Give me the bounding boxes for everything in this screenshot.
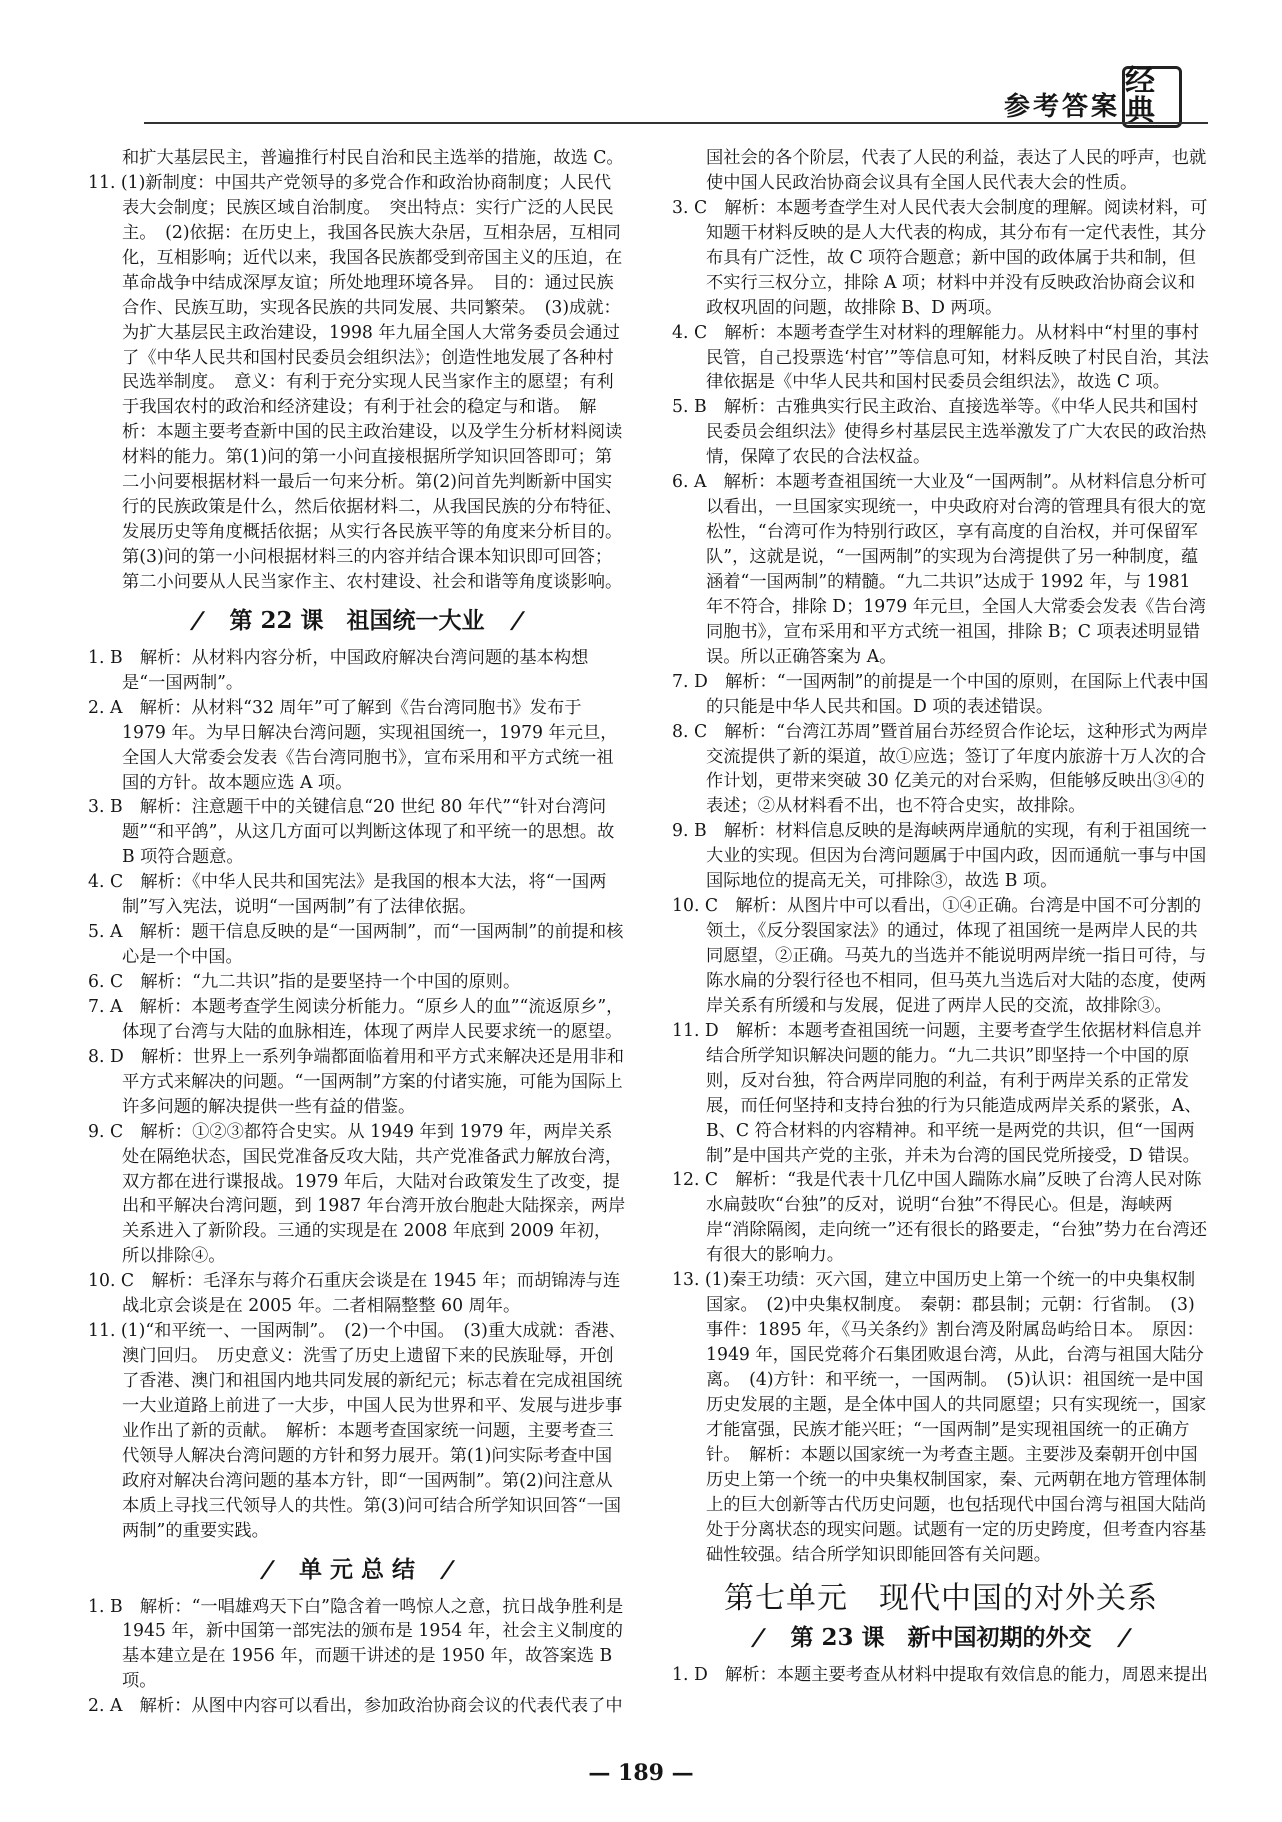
answer-item: 11. D 解析：本题考查祖国统一问题，主要考查学生依据材料信息并结合所学知识解决问题的能力。“九二共识”即坚持一个中国的原则，反对台独，符合两岸同胞的利益，有利于两岸关系的正常发展，而任何坚持和支持台独的行为只能造成两岸关系的紧张，A、B、C 符合材料的内容精神。和平统一是两党的共识，但“一国两制”是中国共产党的主张，并未为台湾的国民党所接受，D 错误。 — [672, 1020, 1202, 1166]
answer-item: 11. (1)新制度：中国共产党领导的多党合作和政治协商制度；人民代表大会制度；民族区域自治制度。 突出特点：实行广泛的人民民主。 (2)依据：在历史上，我国各民族大杂居，互相杂居，互相同化，互相影响；近代以来，我国各民族都受到帝国主义的压迫，在革命战争中结成深厚友谊；所处地理环境各异。 目的：通过民族合作、民族互助，实现各民族的共同发展、共同繁荣。 (3)成就：为扩大基层民主政治建设，1998 年九届全国人大常务委员会通过了《中华人民共和国村民委员会组织法》；创造性地发展了各种村民选举制度。 意义：有利于充分实现人民当家作主的愿望；有利于我国农村的政治和经济建设；有利于社会的稳定与和谐。 解析：本题主要考查新中国的民主政治建设，以及学生分析材料阅读材料的能力。第(1)问的第一小问直接根据所学知识回答即可；第二小问要根据材料一最后一句来分析。第(2)问首先判断新中国实行的民族政策是什么，然后依据材料二，从我国民族的分布特征、发展历史等角度概括依据；从实行各民族平等的角度来分析目的。第(3)问的第一小问根据材料三的内容并结合课本知识即可回答；第二小问要从人民当家作主、农村建设、社会和谐等角度谈影响。 — [88, 172, 623, 592]
answer-item: 8. D 解析：世界上一系列争端都面临着用和平方式来解决还是用非和平方式来解决的问题。“一国两制”方案的付诸实施，可能为国际上许多问题的解决提供一些有益的借鉴。 — [88, 1046, 625, 1117]
answer-item: 12. C 解析：“我是代表十几亿中国人踹陈水扁”反映了台湾人民对陈水扁鼓吹“台独”的反对，说明“台独”不得民心。但是，海峡两岸“消除隔阂，走向统一”还有很长的路要走，“台独”势力在台湾还有很大的影响力。 — [672, 1170, 1208, 1266]
answer-item: 3. B 解析：注意题干中的关键信息“20 世纪 80 年代”“针对台湾问题”“和平鸽”，从这几方面可以判断这体现了和平统一的思想。故 B 项符合题意。 — [88, 797, 615, 868]
answer-item: 6. C 解析：“九二共识”指的是要坚持一个中国的原则。 — [88, 972, 521, 992]
answer-item: 2. A 解析：从图中内容可以看出，参加政治协商会议的代表代表了中 — [88, 1696, 623, 1717]
answer-continuation: 和扩大基层民主，普遍推行村民自治和民主选举的措施，故选 C。 — [122, 148, 624, 168]
right-column — [672, 146, 1210, 1688]
header-title: 参考答案 — [1003, 92, 1120, 122]
answer-item: 1. D 解析：本题主要考查从材料中提取有效信息的能力，周恩来提出 — [672, 1665, 1209, 1686]
answer-item: 9. B 解析：材料信息反映的是海峡两岸通航的实现，有利于祖国统一大业的实现。但因为台湾问题属于中国内政，因而通航一事与中国国际地位的提高无关，可排除③，故选 B 项。 — [672, 821, 1207, 892]
page-header — [118, 0, 1248, 129]
answer-item: 10. C 解析：从图片中可以看出，①④正确。台湾是中国不可分割的领土，《反分裂国家法》的通过，体现了祖国统一是两岸人民的共同愿望，②正确。马英九的当选并不能说明两岸统一指日可待，与陈水扁的分裂行径也不相同，但马英九当选后对大陆的态度，使两岸关系有所缓和与发展，促进了两岸人民的交流，故排除③。 — [672, 896, 1207, 1016]
answer-item: 9. C 解析：①②③都符合史实。从 1949 年到 1979 年，两岸关系处在隔绝状态，国民党准备反攻大陆，共产党准备武力解放台湾，双方都在进行谍报战。1979 年后，大陆对台政策发生了改变，提出和平解决台湾问题，到 1987 年台湾开放台胞赴大陆探亲，两岸关系进入了新阶段。三通的实现是在 2008 年底到 2009 年初，所以排除④。 — [88, 1121, 626, 1267]
answer-item: 4. C 解析：《中华人民共和国宪法》是我国的根本大法，将“一国两制”写入宪法，说明“一国两制”有了法律依据。 — [88, 872, 607, 918]
answer-item: 8. C 解析：“台湾江苏周”暨首届台苏经贸合作论坛，这种形式为两岸交流提供了新的渠道，故①应选；签订了年度内旅游十万人次的合作计划，更带来突破 30 亿美元的对台采购，但能够反映出③④的表述；②从材料看不出，也不符合史实，故排除。 — [672, 721, 1208, 817]
answer-continuation: 国社会的各个阶层，代表了人民的利益，表达了人民的呼声，也就使中国人民政治协商会议具有全国人民代表大会的性质。 — [706, 148, 1207, 193]
left-column — [88, 146, 626, 1719]
answer-item: 2. A 解析：从材料“32 周年”可了解到《告台湾同胞书》发布于 1979 年。为早日解决台湾问题，实现祖国统一，1979 年元旦，全国人大常委会发表《告台湾同胞书》，宣布采用和平方式统一祖国的方针。故本题应选 A 项。 — [88, 697, 618, 793]
lesson-heading-22: / 第 22 课 祖国统一大业 / — [188, 606, 527, 634]
answer-item: 6. A 解析：本题考查祖国统一大业及“一国两制”。从材料信息分析可以看出，一旦国家实现统一，中央政府对台湾的管理具有很大的宽松性，“台湾可作为特别行政区，享有高度的自治权，并可保留军队”，这就是说，“一国两制”的实现为台湾提供了另一种制度，蕴涵着“一国两制”的精髓。“九二共识”达成于 1992 年，与 1981 年不符合，排除 D；1979 年元旦，全国人大常委会发表《告台湾同胞书》，宣布采用和平方式统一祖国，排除 B；C 项表述明显错误。所以正确答案为 A。 — [672, 472, 1208, 667]
answer-item: 11. (1)“和平统一、一国两制”。 (2)一个中国。 (3)重大成就：香港、澳门回归。 历史意义：洗雪了历史上遗留下来的民族耻辱，开创了香港、澳门和祖国内地共同发展的新纪元；标志着在完成祖国统一大业道路上前进了一大步，中国人民为世界和平、发展与进步事业作出了新的贡献。 解析：本题考查国家统一问题，主要考查三代领导人解决台湾问题的方针和努力展开。第(1)问实际考查中国政府对解决台湾问题的基本方针，即“一国两制”。第(2)问注意从本质上寻找三代领导人的共性。第(3)问可结合所学知识回答“一国两制”的重要实践。 — [88, 1321, 626, 1541]
answer-item: 7. A 解析：本题考查学生阅读分析能力。“原乡人的血”“流返原乡”，体现了台湾与大陆的血脉相连，体现了两岸人民要求统一的愿望。 — [88, 996, 624, 1042]
answer-item: 13. (1)秦王功绩：灭六国，建立中国历史上第一个统一的中央集权制国家。 (2)中央集权制度。 秦朝：郡县制；元朝：行省制。 (3)事件：1895 年，《马关条约》割台湾及附属岛屿给日本。 原因：1949 年，国民党蒋介石集团败退台湾，从此，台湾与祖国大陆分离。 (4)方针：和平统一，一国两制。 (5)认识：祖国统一是中国历史发展的主题，是全体中国人的共同愿望；只有实现统一，国家才能富强，民族才能兴旺；“一国两制”是实现祖国统一的正确方针。 解析：本题以国家统一为考查主题。主要涉及秦朝开创中国历史上第一个统一的中央集权制国家，秦、元两朝在地方管理体制上的巨大创新等古代历史问题，也包括现代中国台湾与祖国大陆尚处于分离状态的现实问题。试题有一定的历史跨度，但考查内容基础性较强。结合所学知识即能回答有关问题。 — [672, 1270, 1207, 1565]
header-rule — [144, 122, 1208, 124]
unit-summary-heading: / 单 元 总 结 / — [258, 1555, 457, 1583]
answer-item: 4. C 解析：本题考查学生对材料的理解能力。从材料中“村里的事村民管，自己投票选‘村官’”等信息可知，材料反映了村民自治，其法律依据是《中华人民共和国村民委员会组织法》，故选 C 项。 — [672, 322, 1209, 393]
answer-item: 5. B 解析：古雅典实行民主政治、直接选举等。《中华人民共和国村民委员会组织法》使得乡村基层民主选举激发了广大农民的政治热情，保障了农民的合法权益。 — [672, 397, 1207, 468]
lesson-heading-23: / 第 23 课 新中国初期的外交 / — [749, 1624, 1134, 1652]
page-number: — 189 — — [588, 1760, 694, 1786]
answer-item: 1. B 解析：“一唱雄鸡天下白”隐含着一鸣惊人之意，抗日战争胜利是 1945 年，新中国第一部宪法的颁布是 1954 年，社会主义制度的基本建立是在 1956 年，而题干讲述的是 1950 年，故答案选 B 项。 — [88, 1596, 624, 1692]
brand-logo: 经典 — [1122, 66, 1182, 128]
answer-item: 1. B 解析：从材料内容分析，中国政府解决台湾问题的基本构想是“一国两制”。 — [88, 647, 589, 693]
answer-item: 10. C 解析：毛泽东与蒋介石重庆会谈是在 1945 年；而胡锦涛与连战北京会谈是在 2005 年。二者相隔整整 60 周年。 — [88, 1271, 621, 1317]
unit-seven-heading: 第七单元 现代中国的对外关系 — [724, 1581, 1158, 1617]
answer-item: 3. C 解析：本题考查学生对人民代表大会制度的理解。阅读材料，可知题干材料反映的是人大代表的构成，其分布有一定代表性，其分布具有广泛性，故 C 项符合题意；新中国的政体属于共和制，但不实行三权分立，排除 A 项；材料中并没有反映政治协商会议和政权巩固的问题，故排除 B、D 两项。 — [672, 197, 1208, 318]
answer-item: 7. D 解析：“一国两制”的前提是一个中国的原则，在国际上代表中国的只能是中华人民共和国。D 项的表述错误。 — [672, 671, 1209, 717]
answer-item: 5. A 解析：题干信息反映的是“一国两制”，而“一国两制”的前提和核心是一个中国。 — [88, 922, 624, 968]
